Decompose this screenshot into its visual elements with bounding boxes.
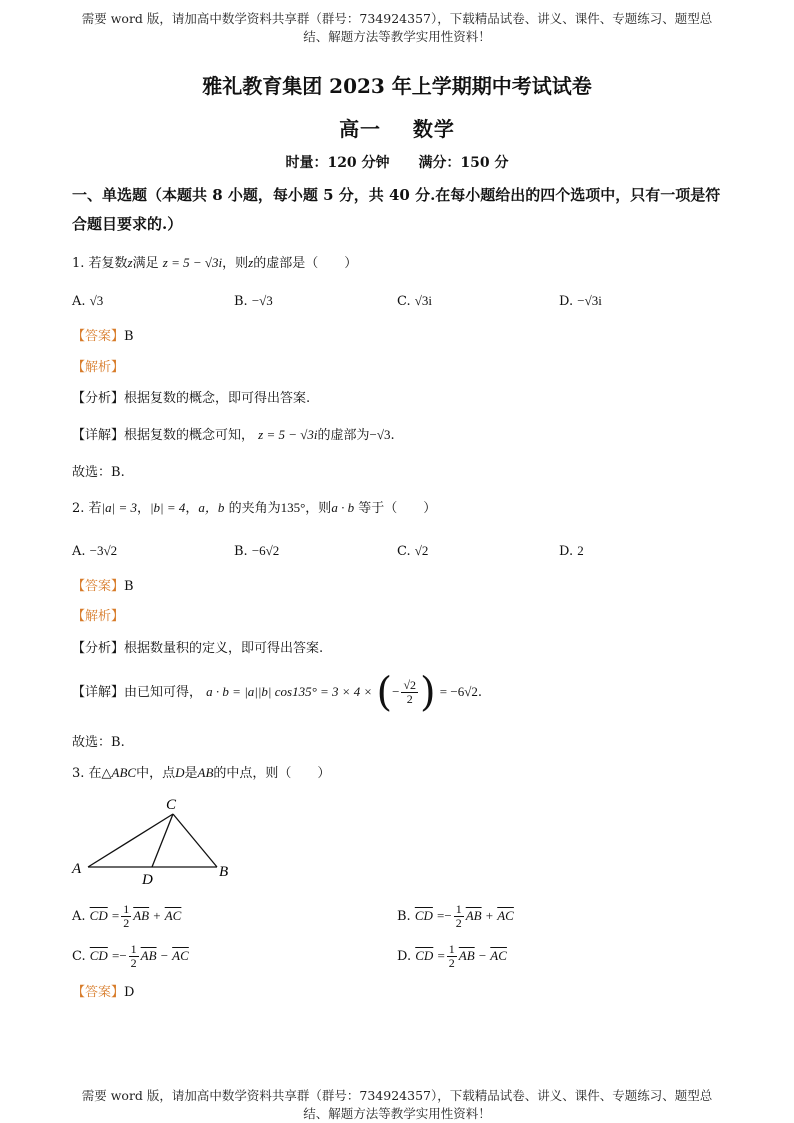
q3-stem-text-3: 是 xyxy=(184,766,198,781)
exam-time: 时量：120 分钟 xyxy=(285,155,390,171)
q3-stem-text-4: 的中点，则（ ） xyxy=(213,766,331,781)
segment-cd xyxy=(152,814,173,867)
banner-line-2: 结、解题方法等教学实用性资料！ xyxy=(303,29,491,44)
q2-angle: 135° xyxy=(280,500,306,515)
banner-line-2: 结、解题方法等教学实用性资料！ xyxy=(303,1106,491,1121)
q2-answer xyxy=(72,577,134,597)
q3-answer-value: D xyxy=(124,985,135,1000)
q2-detail-result: = −6√2 xyxy=(439,684,478,699)
left-paren: ( xyxy=(376,669,393,716)
q1-var: z xyxy=(127,255,133,270)
q2-stem-text-2: 的夹角为 xyxy=(228,501,281,516)
q1-fenxi-text: 根据复数的概念，即可得出答案. xyxy=(124,391,311,406)
exam-score: 满分：150 分 xyxy=(418,155,509,171)
q1-detail-value: −√3 xyxy=(369,427,391,442)
q1-answer-value: B xyxy=(124,329,134,344)
q2-option-d: D. 2 xyxy=(559,543,584,559)
fenxi-label: 【分析】 xyxy=(72,391,125,406)
q1-option-b: B. −√3 xyxy=(234,293,273,309)
q2-choose xyxy=(72,733,125,753)
triangle-diagram xyxy=(66,794,236,888)
q2-eq-a: |a| = 3 xyxy=(101,500,137,515)
q2-detail-end: . xyxy=(477,685,482,700)
q3-point-d: D xyxy=(175,765,185,780)
q3-stem xyxy=(72,763,330,784)
answer-label: 【答案】 xyxy=(72,329,125,344)
q2-eq-b: |b| = 4 xyxy=(149,500,186,515)
q1-option-c: C. √3i xyxy=(397,293,433,309)
q2-option-a: A. −3√2 xyxy=(72,543,118,559)
q2-detail-text: 由已知可得， xyxy=(124,685,203,700)
q2-choose-value: B. xyxy=(111,735,125,750)
label-d: D xyxy=(142,872,153,888)
q2-detail-equation: a · b = |a||b| cos135° = 3 × 4 × xyxy=(206,684,373,699)
right-paren: ) xyxy=(420,669,436,716)
q1-stem-text-4: 的虚部是（ ） xyxy=(253,256,358,271)
q2-fraction-num: √2 xyxy=(403,678,417,692)
q1-option-d: D. −√3i xyxy=(559,293,602,309)
label-a: A xyxy=(72,861,82,877)
q1-var-2: z xyxy=(248,255,254,270)
label-b: B xyxy=(219,864,229,880)
q1-fenxi xyxy=(72,389,310,409)
q2-fenxi xyxy=(72,639,323,659)
q3-triangle: △ABC xyxy=(101,765,137,780)
q1-option-a: A. √3 xyxy=(72,293,104,309)
q1-detail-equation: z = 5 − √3i xyxy=(258,427,318,442)
q2-dot-product: a · b xyxy=(331,500,355,515)
q3-answer xyxy=(72,983,134,1003)
q3-option-b: B. $\overline{CD}$ =− $\frac{1}{2}$ $\overline{AB} + \overline{AC}$ xyxy=(397,902,514,930)
q3-option-a: A. $\overline{CD}$ = $\frac{1}{2}$ $\overline{AB} + \overline{AC}$ xyxy=(72,902,182,930)
label-c: C xyxy=(166,797,177,813)
q3-option-c: C. $\overline{CD}$ =− $\frac{1}{2}$ $\overline{AB} - \overline{AC}$ xyxy=(72,942,189,970)
q1-stem-text: 1. 若复数 xyxy=(72,256,128,271)
banner-line-1: 需要 word 版，请加高中数学资料共享群（群号：734924357），下载精品试卷、讲义、课件、专题练习、题型总 xyxy=(81,1088,713,1103)
detail-label: 【详解】 xyxy=(72,685,125,700)
q2-stem-text-4: 等于（ ） xyxy=(358,501,437,516)
q1-stem-text-3: ，则 xyxy=(222,256,249,271)
q2-stem: 2. 若|a| = 3，|b| = 4，a，b 的夹角为135°，则a · b 等于（ ） xyxy=(72,500,437,516)
q2-option-b: B. −6√2 xyxy=(234,543,280,559)
side-ac xyxy=(88,814,173,867)
q3-stem-text-2: 中，点 xyxy=(136,766,176,781)
detail-label: 【详解】 xyxy=(72,428,125,443)
q1-detail-text: 根据复数的概念可知， xyxy=(124,428,255,443)
q1-choose xyxy=(72,463,125,483)
q1-analysis-label: 【解析】 xyxy=(72,360,125,375)
q2-fraction-den: 2 xyxy=(406,692,413,706)
answer-label: 【答案】 xyxy=(72,579,125,594)
q1-detail-text-2: 的虚部为 xyxy=(317,428,370,443)
answer-label: 【答案】 xyxy=(72,985,125,1000)
q1-equation: z = 5 − √3i xyxy=(162,255,223,270)
q1-choose-value: B. xyxy=(111,465,125,480)
q2-fraction xyxy=(401,679,418,706)
bottom-banner xyxy=(40,1087,754,1123)
minus-sign: − xyxy=(392,684,400,699)
q1-detail xyxy=(72,425,395,446)
q3-stem-text: 3. 在 xyxy=(72,766,102,781)
exam-subtitle: 高一 数学 xyxy=(339,117,455,141)
choose-label: 故选： xyxy=(72,735,112,750)
side-cb xyxy=(173,814,217,867)
q3-segment-ab: AB xyxy=(197,765,214,780)
q2-option-c: C. √2 xyxy=(397,543,429,559)
q3-option-d: D. $\overline{CD}$ = $\frac{1}{2}$ $\overline{AB} - \overline{AC}$ xyxy=(397,942,507,970)
q1-stem-text-2: 满足 xyxy=(132,256,159,271)
q2-fenxi-text: 根据数量积的定义，即可得出答案. xyxy=(124,641,324,656)
exam-title: 雅礼教育集团 2023 年上学期期中考试试卷 xyxy=(202,74,592,98)
q1-detail-end: . xyxy=(390,428,395,443)
choose-label: 故选： xyxy=(72,465,112,480)
q2-analysis-label: 【解析】 xyxy=(72,609,125,624)
q2-stem-text: 2. 若 xyxy=(72,501,102,516)
q1-stem xyxy=(72,253,357,274)
q1-answer xyxy=(72,327,134,347)
q2-stem-text-3: ，则 xyxy=(305,501,332,516)
section-heading: 一、单选题（本题共 8 小题，每小题 5 分，共 40 分.在每小题给出的四个选项中，只有一项是符合题目要求的.） xyxy=(72,186,721,233)
fenxi-label: 【分析】 xyxy=(72,641,125,656)
q2-detail xyxy=(72,669,482,716)
exam-meta xyxy=(0,152,794,172)
top-banner xyxy=(40,10,754,46)
banner-line-1: 需要 word 版，请加高中数学资料共享群（群号：734924357），下载精品试卷、讲义、课件、专题练习、题型总 xyxy=(81,11,713,26)
q2-vectors: a，b xyxy=(198,500,225,515)
q2-answer-value: B xyxy=(124,579,134,594)
